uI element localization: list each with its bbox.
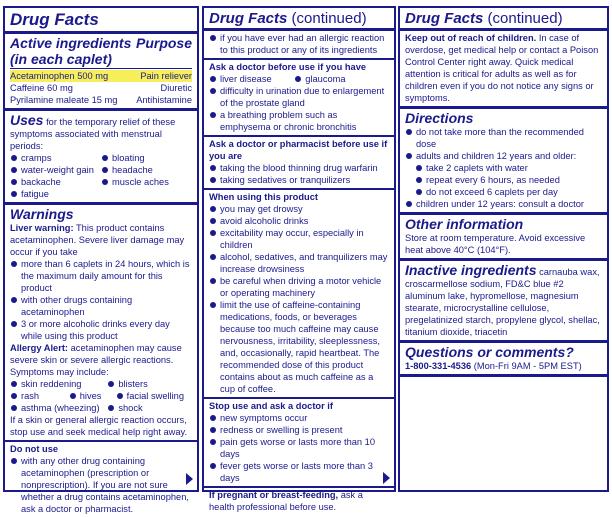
directions-heading: Directions	[405, 110, 474, 126]
ask-doctor-section	[204, 58, 394, 135]
pregnancy-text: ask a health professional before use.	[209, 490, 363, 512]
keep-out-of-reach-section	[400, 28, 607, 106]
keep-out-text: In case of overdose, get medical help or contact a Poison Control Center right away. Quick medical attention is critical for adults as well as for children even if you do not notice any signs or symptoms.	[405, 33, 599, 103]
questions-section	[400, 340, 607, 374]
active-ingredients-heading: Active ingredients	[10, 35, 132, 51]
list-item: more than 6 caplets in 24 hours, which is the maximum daily amount for this product	[10, 258, 192, 294]
list-item: liver disease	[209, 73, 294, 85]
do-not-use-section	[5, 440, 197, 517]
list-item: with other drugs containing acetaminophen	[10, 294, 192, 318]
directions-section	[400, 106, 607, 212]
uses-heading: Uses	[10, 112, 44, 128]
allergy-after-text: If a skin or general allergic reaction occurs, stop use and seek medical help right away.	[10, 415, 188, 437]
ask-pharmacist-heading: Ask a doctor or pharmacist before use if you are	[209, 139, 388, 161]
allergic-reaction-section	[204, 28, 394, 58]
stop-use-heading: Stop use and ask a doctor if	[209, 401, 333, 411]
phone-number: 1-800-331-4536	[405, 361, 472, 371]
list-item: shock	[107, 402, 192, 414]
other-information-text: Store at room temperature. Avoid excessive heat above 40°C (104°F).	[405, 233, 586, 255]
warnings-section	[5, 202, 197, 440]
list-item: difficulty in urination due to enlargement of the prostate gland	[209, 85, 389, 109]
list-item: excitability may occur, especially in children	[209, 227, 389, 251]
list-item: hives	[69, 390, 116, 402]
liver-warning-list	[10, 258, 192, 342]
list-item: children under 12 years: consult a doctor	[405, 198, 602, 210]
list-item: take 2 caplets with water	[405, 162, 602, 174]
list-item: do not take more than the recommended dose	[405, 126, 602, 150]
list-item: do not exceed 6 caplets per day	[405, 186, 602, 198]
panel-title: Drug Facts	[10, 10, 99, 29]
uses-list	[10, 152, 192, 200]
list-item: 3 or more alcoholic drinks every day while using this product	[10, 318, 192, 342]
list-item: a breathing problem such as emphysema or chronic bronchitis	[209, 109, 389, 133]
allergy-alert-text: acetaminophen may cause severe skin or severe allergic reactions. Symptoms may include:	[10, 343, 182, 377]
pregnancy-label: If pregnant or breast-feeding,	[209, 490, 339, 500]
list-item: bloating	[101, 152, 192, 164]
list-item: new symptoms occur	[209, 412, 389, 424]
list-item: fever gets worse or lasts more than 3 days	[209, 460, 389, 484]
list-item: rash	[10, 390, 69, 402]
pregnancy-section	[204, 486, 394, 515]
panel-title: Drug Facts	[405, 10, 484, 27]
ingredient-list	[10, 68, 192, 106]
list-item: be careful when driving a motor vehicle or operating machinery	[209, 275, 389, 299]
keep-out-label: Keep out of reach of children.	[405, 33, 537, 43]
allergy-symptom-list-row2	[10, 390, 192, 402]
panel-title-continued: (continued)	[487, 10, 563, 27]
questions-heading: Questions or comments?	[405, 344, 574, 360]
list-item: water-weight gain	[10, 164, 101, 176]
when-using-heading: When using this product	[209, 192, 318, 202]
liver-warning-text: This product contains acetaminophen. Severe liver damage may occur if you take	[10, 223, 185, 257]
ingredient-row: Pyrilamine maleate 15 mg Antihistamine	[10, 95, 192, 105]
list-item: headache	[101, 164, 192, 176]
list-item: redness or swelling is present	[209, 424, 389, 436]
drug-facts-panel-3	[398, 6, 609, 492]
list-item: taking the blood thinning drug warfarin	[209, 162, 389, 174]
list-item: with any other drug containing acetaminophen (prescription or nonprescription). If you are not sure whether a drug contains acetaminophen, ask a doctor or pharmacist.	[10, 455, 192, 515]
phone-hours: (Mon-Fri 9AM - 5PM EST)	[473, 361, 582, 371]
allergy-symptom-list	[10, 378, 192, 390]
continue-arrow-icon	[186, 473, 193, 485]
list-item: facial swelling	[116, 390, 192, 402]
inactive-ingredients-text: carnauba wax, croscarmellose sodium, FD&C blue #2 aluminum lake, hypromellose, magnesium stearate, microcrystalline cellulose, pregelatinized starch, propylene glycol, shellac, titanium dioxide, triacetin	[405, 267, 600, 337]
ingredient-row: Acetaminophen 500 mg Pain reliever	[10, 71, 192, 81]
list-item: muscle aches	[101, 176, 192, 188]
ask-pharmacist-section	[204, 135, 394, 188]
list-item: cramps	[10, 152, 101, 164]
list-item: fatigue	[10, 188, 101, 200]
uses-intro: for the temporary relief of these symptoms associated with menstrual periods:	[10, 117, 176, 151]
drug-facts-panel-2	[202, 6, 396, 512]
allergy-symptom-list-row3	[10, 402, 192, 414]
allergy-alert-label: Allergy Alert:	[10, 343, 69, 353]
panel-title-continued: (continued)	[291, 10, 367, 27]
list-item: alcohol, sedatives, and tranquilizers may increase drowsiness	[209, 251, 389, 275]
list-item: repeat every 6 hours, as needed	[405, 174, 602, 186]
panel-title: Drug Facts	[209, 10, 288, 27]
stop-use-section	[204, 397, 394, 486]
list-item: taking sedatives or tranquilizers	[209, 174, 389, 186]
list-item: asthma (wheezing)	[10, 402, 107, 414]
do-not-use-heading: Do not use	[10, 444, 59, 454]
list-item: pain gets worse or lasts more than 10 days	[209, 436, 389, 460]
list-item: you may get drowsy	[209, 203, 389, 215]
active-ingredients-section	[5, 31, 197, 108]
other-information-section	[400, 212, 607, 258]
inactive-ingredients-heading: Inactive ingredients	[405, 262, 537, 278]
list-item: backache	[10, 176, 101, 188]
active-ingredients-subheading: (in each caplet)	[10, 51, 112, 67]
inactive-ingredients-section	[400, 258, 607, 340]
warnings-heading: Warnings	[10, 206, 74, 222]
list-item: blisters	[107, 378, 192, 390]
when-using-section	[204, 188, 394, 397]
uses-section	[5, 108, 197, 202]
list-item: adults and children 12 years and older:	[405, 150, 602, 162]
bottom-divider	[400, 374, 607, 377]
list-item: glaucoma	[294, 73, 389, 85]
liver-warning-label: Liver warning:	[10, 223, 74, 233]
ingredient-row: Caffeine 60 mg Diuretic	[10, 83, 192, 93]
other-information-heading: Other information	[405, 216, 524, 232]
list-item: if you have ever had an allergic reaction to this product or any of its ingredients	[209, 32, 389, 56]
drug-facts-panel-1	[3, 6, 199, 514]
continue-arrow-icon	[383, 472, 390, 484]
purpose-heading: Purpose	[135, 35, 192, 51]
list-item: limit the use of caffeine-containing medications, foods, or beverages because too much caffeine may cause nervousness, irritability, sleeplessness, and, occasionally, rapid heartbeat. The recommended dose of this product contains about as much caffeine as a cup of coffee.	[209, 299, 389, 395]
list-item: skin reddening	[10, 378, 107, 390]
ask-doctor-heading: Ask a doctor before use if you have	[209, 62, 367, 72]
list-item: avoid alcoholic drinks	[209, 215, 389, 227]
